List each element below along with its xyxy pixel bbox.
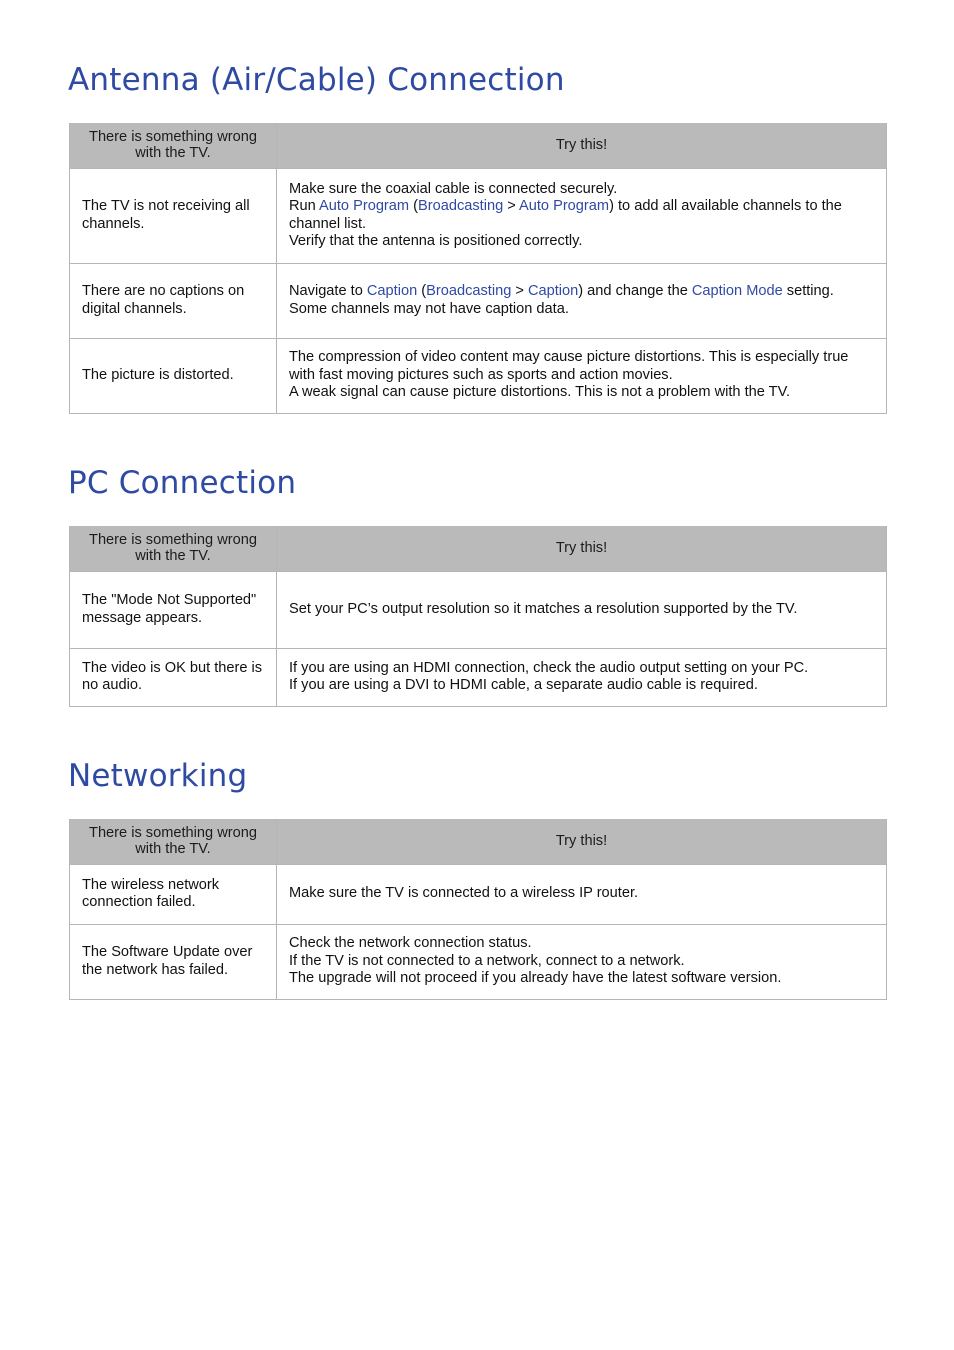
solution-column-header: Try this! [277, 123, 887, 168]
solution-line [289, 198, 874, 233]
section-title-pc-connection: PC Connection [68, 465, 297, 501]
solution-text: Make sure the coaxial cable is connected securely. [289, 180, 618, 197]
solution-line [289, 970, 874, 987]
antenna-troubleshooting-table [69, 123, 887, 414]
solution-line [289, 885, 874, 902]
problem-column-header: There is something wrong with the TV. [70, 123, 277, 168]
solution-line [289, 349, 874, 384]
problem-cell: The "Mode Not Supported" message appears. [70, 571, 277, 648]
table-row [70, 571, 887, 648]
solution-column-header: Try this! [277, 819, 887, 864]
solution-text: Set your PC’s output resolution so it matches a resolution supported by the TV. [289, 600, 798, 617]
solution-line [289, 283, 874, 300]
solution-line [289, 233, 874, 250]
solution-cell [277, 924, 887, 999]
table-row [70, 648, 887, 706]
solution-text: A weak signal can cause picture distortions. This is not a problem with the TV. [289, 384, 791, 401]
table-row [70, 263, 887, 338]
table-row [70, 864, 887, 924]
solution-text: Some channels may not have caption data. [289, 300, 569, 317]
problem-cell: The TV is not receiving all channels. [70, 168, 277, 263]
solution-line [289, 935, 874, 952]
solution-line [289, 677, 874, 694]
solution-text: If you are using an HDMI connection, check the audio output setting on your PC. [289, 659, 809, 676]
solution-line [289, 660, 874, 677]
solution-cell [277, 263, 887, 338]
solution-cell [277, 864, 887, 924]
section-title-networking: Networking [68, 758, 248, 794]
problem-column-header: There is something wrong with the TV. [70, 526, 277, 571]
solution-text: ( [417, 283, 427, 300]
menu-path-text: Auto Program [319, 198, 410, 215]
solution-cell [277, 571, 887, 648]
solution-text: Make sure the TV is connected to a wireless IP router. [289, 885, 639, 902]
solution-text: If the TV is not connected to a network, connect to a network. [289, 952, 685, 969]
solution-text: Navigate to [289, 283, 367, 300]
menu-path-text: Caption [527, 283, 579, 300]
solution-text: Check the network connection status. [289, 935, 532, 952]
solution-text: The upgrade will not proceed if you already have the latest software version. [289, 970, 782, 987]
menu-path-text: Caption [366, 283, 418, 300]
table-row [70, 338, 887, 413]
solution-line [289, 301, 874, 318]
problem-cell: The video is OK but there is no audio. [70, 648, 277, 706]
menu-path-text: Broadcasting [418, 198, 504, 215]
menu-path-text: Auto Program [519, 198, 610, 215]
problem-cell: There are no captions on digital channels. [70, 263, 277, 338]
solution-text: > [503, 198, 520, 215]
solution-text: ) to add all available channels to the channel list. [289, 198, 842, 232]
table-header-row [70, 819, 887, 864]
solution-text: setting. [782, 283, 834, 300]
pc-connection-troubleshooting-table [69, 526, 887, 707]
solution-line [289, 601, 874, 618]
solution-line [289, 953, 874, 970]
solution-text: Run [289, 198, 320, 215]
solution-text: If you are using a DVI to HDMI cable, a separate audio cable is required. [289, 677, 758, 693]
table-header-row [70, 526, 887, 571]
menu-path-text: Caption Mode [691, 283, 783, 300]
solution-text: ( [409, 198, 418, 215]
table-row [70, 168, 887, 263]
solution-text: The compression of video content may cause picture distortions. This is especially true with fast moving pictures such as sports and action movies. [289, 349, 849, 383]
solution-text: > [511, 283, 528, 300]
solution-cell [277, 168, 887, 263]
solution-text: ) and change the [578, 283, 692, 300]
problem-column-header: There is something wrong with the TV. [70, 819, 277, 864]
table-header-row [70, 123, 887, 168]
networking-troubleshooting-table [69, 819, 887, 1000]
problem-cell: The picture is distorted. [70, 338, 277, 413]
problem-cell: The wireless network connection failed. [70, 864, 277, 924]
solution-cell [277, 648, 887, 706]
section-title-antenna: Antenna (Air/Cable) Connection [68, 62, 565, 98]
table-row [70, 924, 887, 999]
problem-cell: The Software Update over the network has failed. [70, 924, 277, 999]
solution-column-header: Try this! [277, 526, 887, 571]
solution-text: Verify that the antenna is positioned correctly. [289, 232, 583, 249]
solution-line [289, 384, 874, 401]
solution-line [289, 181, 874, 198]
solution-cell [277, 338, 887, 413]
menu-path-text: Broadcasting [426, 283, 512, 300]
